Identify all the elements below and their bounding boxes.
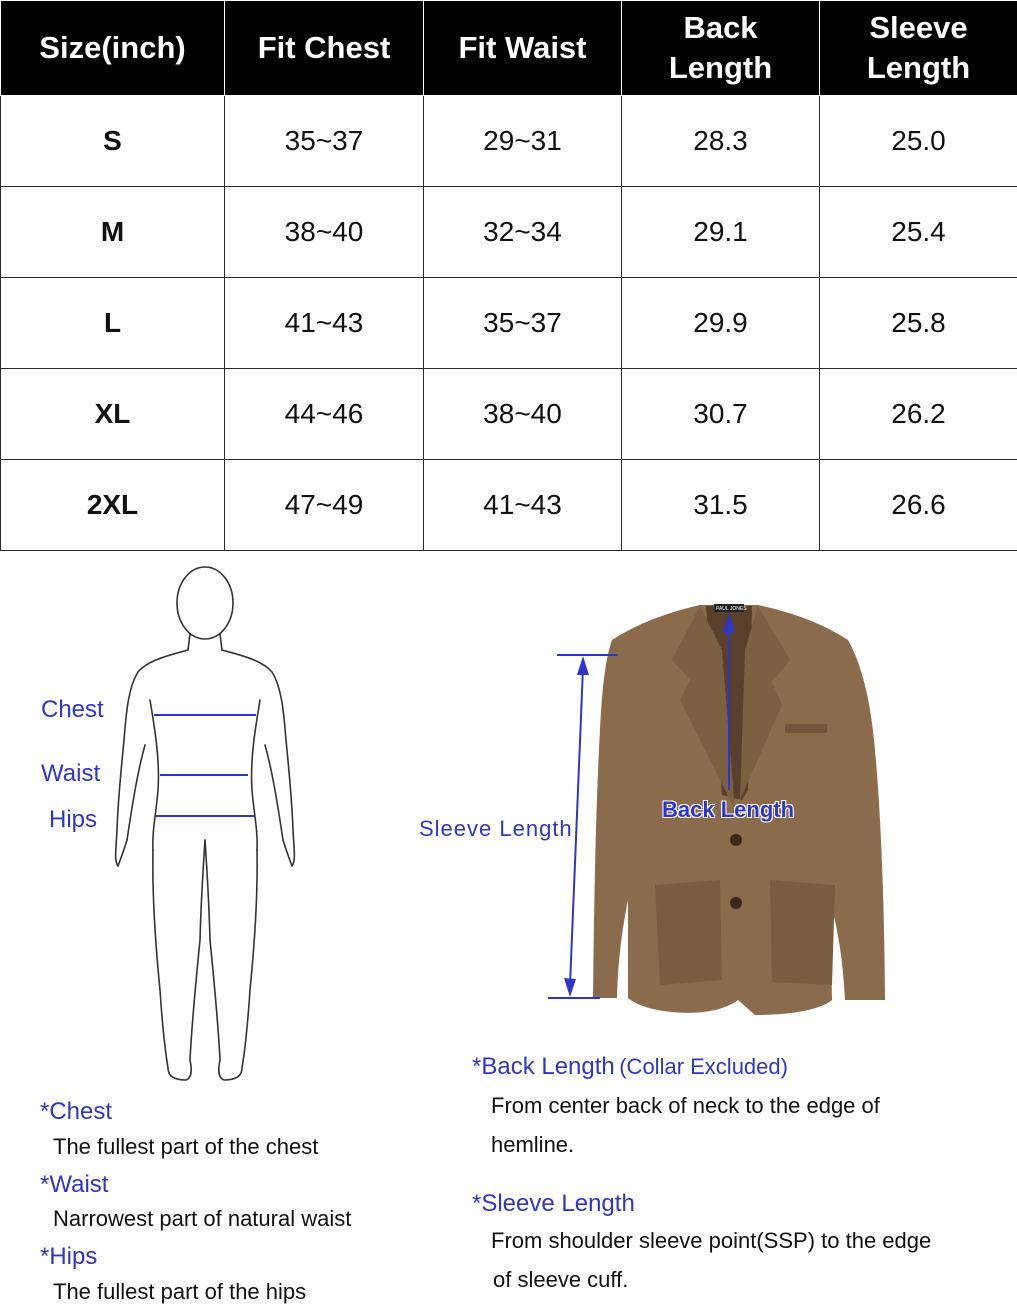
back-length-def-line1: From center back of neck to the edge of [491,1087,880,1125]
table-cell: 25.0 [820,96,1017,187]
table-cell: 29.1 [622,187,820,278]
table-cell: 28.3 [622,96,820,187]
hips-def-title: *Hips [40,1243,97,1271]
back-length-def-heading [472,1053,788,1081]
header-fit-waist: Fit Waist [424,1,622,96]
back-length-label: Back Length [662,797,794,823]
table-cell: 26.6 [820,460,1017,551]
size-cell: XL [1,369,225,460]
table-cell: 25.8 [820,278,1017,369]
header-fit-chest: Fit Chest [225,1,424,96]
table-cell: 32~34 [424,187,622,278]
sleeve-length-label: Sleeve Length [419,816,573,842]
jacket-tag-text: PAUL JONES [716,606,747,612]
table-cell: 44~46 [225,369,424,460]
waist-def-text: Narrowest part of natural waist [53,1200,351,1238]
waist-label: Waist [41,760,100,788]
sleeve-length-def-line1: From shoulder sleeve point(SSP) to the edge [491,1222,931,1260]
table-cell: 25.4 [820,187,1017,278]
table-cell: 41~43 [225,278,424,369]
table-cell: 38~40 [424,369,622,460]
size-cell: M [1,187,225,278]
size-cell: 2XL [1,460,225,551]
table-cell: 29~31 [424,96,622,187]
back-length-def-title: *Back Length [472,1053,615,1080]
sleeve-length-def-title: *Sleeve Length [472,1190,635,1218]
chest-def-text: The fullest part of the chest [53,1128,318,1166]
table-cell: 26.2 [820,369,1017,460]
header-size: Size(inch) [1,1,225,96]
header-back-length: Back Length [622,1,820,96]
header-sleeve-length: Sleeve Length [820,1,1017,96]
back-length-def-line2: hemline. [491,1126,574,1164]
table-cell: 41~43 [424,460,622,551]
chest-def-title: *Chest [40,1098,112,1126]
hips-label: Hips [49,806,97,834]
size-cell: L [1,278,225,369]
table-cell: 31.5 [622,460,820,551]
back-length-def-note: (Collar Excluded) [619,1054,788,1079]
table-cell: 38~40 [225,187,424,278]
size-cell: S [1,96,225,187]
table-cell: 30.7 [622,369,820,460]
chest-label: Chest [41,696,104,724]
sleeve-length-def-line2: of sleeve cuff. [493,1261,628,1299]
table-cell: 35~37 [225,96,424,187]
table-cell: 29.9 [622,278,820,369]
table-cell: 35~37 [424,278,622,369]
waist-def-title: *Waist [40,1171,108,1199]
hips-def-text: The fullest part of the hips [53,1273,306,1311]
table-cell: 47~49 [225,460,424,551]
